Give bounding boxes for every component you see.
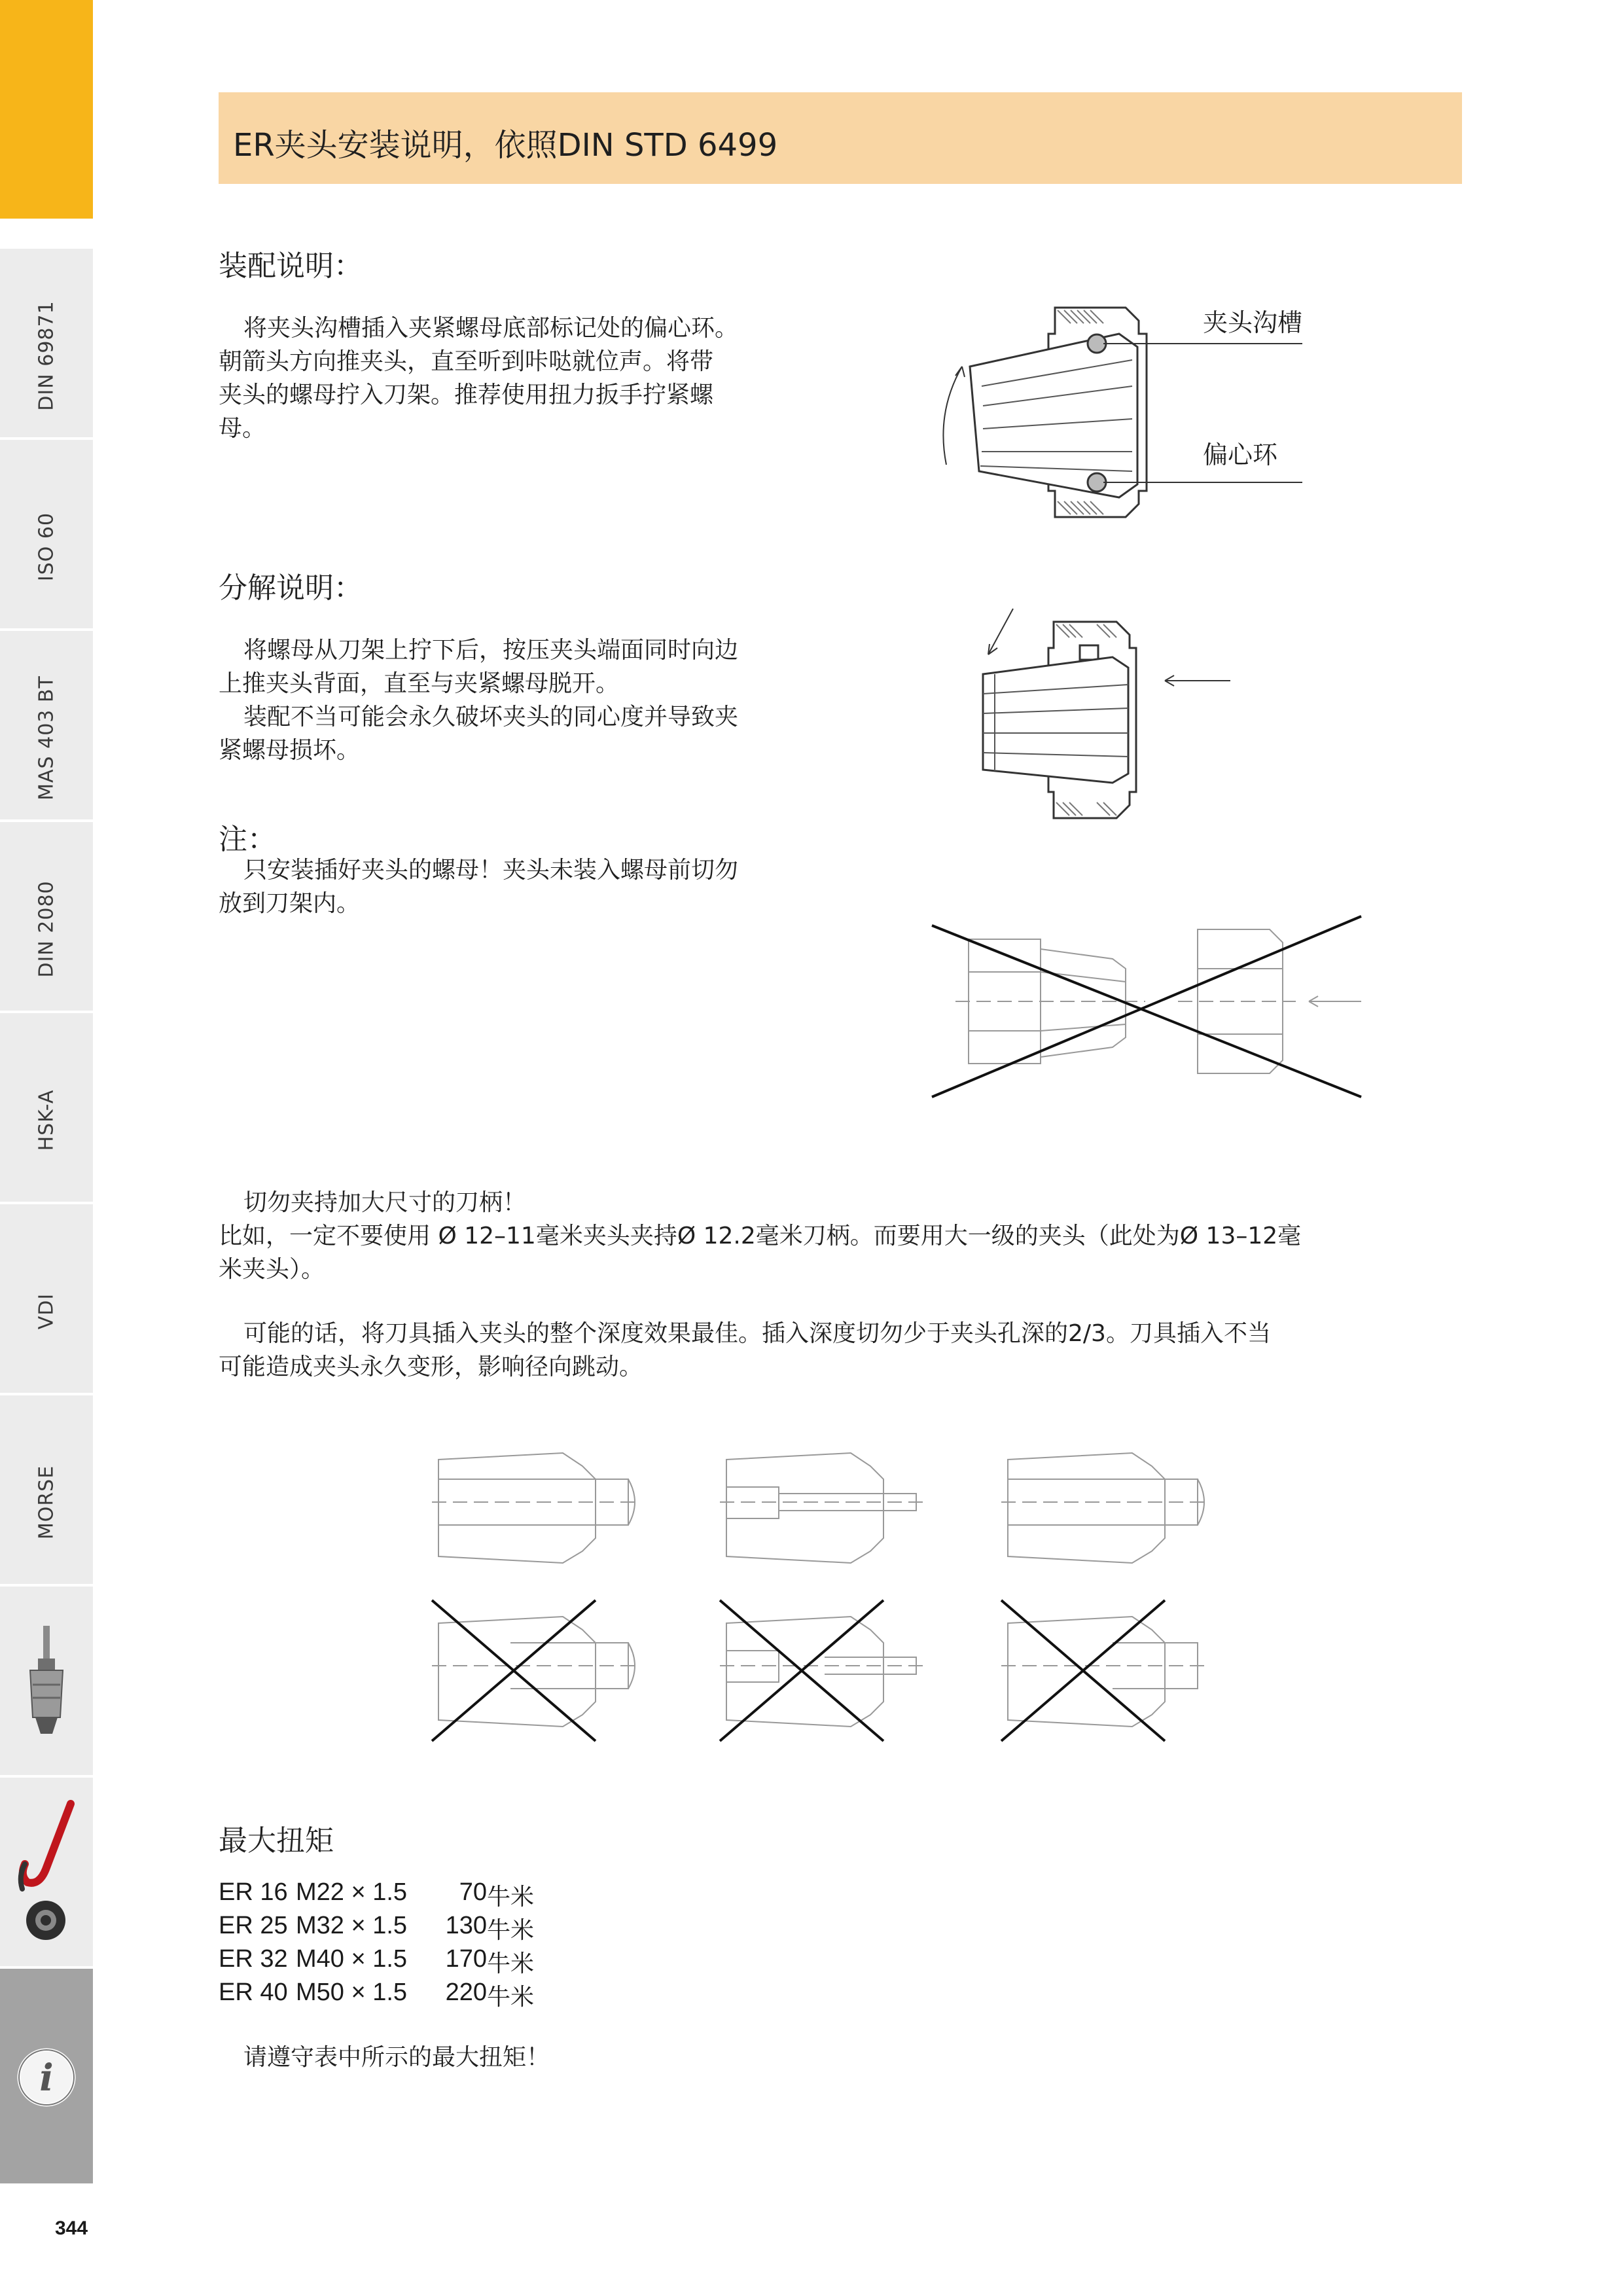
disassembly-line: 装配不当可能会永久破坏夹头的同心度并导致夹: [243, 704, 739, 730]
nut-thread: M22 × 1.5: [296, 1878, 408, 1906]
tab-label: HSK-A: [35, 1089, 58, 1151]
note-text: [219, 853, 860, 920]
tab-label: VDI: [35, 1293, 58, 1330]
wrench-and-nut-icon: [0, 1778, 93, 1969]
torque-unit: 牛米: [487, 1884, 535, 1910]
torque-unit: 牛米: [487, 1917, 535, 1944]
page-number: 344: [55, 2217, 88, 2239]
tab-label: DIN 69871: [35, 300, 58, 411]
tab-vdi[interactable]: [0, 1204, 93, 1395]
tab-label: DIN 2080: [35, 880, 58, 978]
disassembly-heading: 分解说明：: [219, 571, 363, 605]
disassembly-line: 上推夹头背面，直至与夹紧螺母脱开。: [219, 670, 620, 697]
sidebar-tabs: [0, 0, 93, 2186]
svg-text:i: i: [39, 2056, 54, 2100]
assembly-line: 母。: [219, 415, 266, 442]
collet-type: ER 32: [219, 1945, 288, 1973]
torque-heading: 最大扭矩: [219, 1824, 334, 1857]
incorrect-mounting-diagram: [929, 910, 1374, 1106]
torque-value: 220: [445, 1979, 487, 2006]
tab-din-2080[interactable]: [0, 822, 93, 1013]
sidebar-accent-tab[interactable]: [0, 0, 93, 219]
tab-info[interactable]: [0, 1969, 93, 2186]
note-heading: 注：: [219, 823, 276, 856]
nut-thread: M50 × 1.5: [296, 1979, 408, 2006]
tab-iso-60[interactable]: [0, 440, 93, 631]
note-line: 放到刀架内。: [219, 890, 361, 917]
warning-line: 米夹头）。: [219, 1256, 325, 1283]
tab-drill-chuck[interactable]: [0, 1587, 93, 1778]
collet-removal-diagram: [969, 602, 1296, 831]
nut-thread: M32 × 1.5: [296, 1912, 408, 1939]
incorrect-insertion-diagrams: [432, 1597, 1217, 1748]
torque-unit: 牛米: [487, 1984, 535, 2011]
torque-value: 130: [445, 1912, 487, 1939]
tab-label: ISO 60: [35, 512, 58, 582]
info-icon: [0, 1969, 93, 2186]
disassembly-text: [219, 634, 860, 767]
tab-wrench[interactable]: [0, 1778, 93, 1969]
assembly-line: 朝箭头方向推夹头，直至听到咔哒就位声。将带: [219, 348, 714, 375]
warning-line: 比如，一定不要使用 Ø 12–11毫米夹头夹持Ø 12.2毫米刀柄。而要用大一级的夹头（此处为Ø 13–12毫: [219, 1223, 1302, 1249]
tab-mas-403-bt[interactable]: [0, 631, 93, 822]
assembly-heading: 装配说明：: [219, 249, 363, 283]
collet-type: ER 25: [219, 1912, 288, 1939]
tab-label: MAS 403 BT: [35, 675, 58, 800]
tab-din-69871[interactable]: [0, 249, 93, 440]
disassembly-line: 将螺母从刀架上拧下后，按压夹头端面同时向边: [243, 637, 739, 664]
torque-value: 170: [445, 1945, 487, 1973]
depth-note-text: [219, 1317, 1462, 1384]
collet-type: ER 40: [219, 1979, 288, 2006]
collet-type: ER 16: [219, 1878, 288, 1906]
title-bar: [219, 92, 1462, 184]
torque-footnote-text: 请遵守表中所示的最大扭矩！: [243, 2044, 550, 2071]
note-line: 只安装插好夹头的螺母！夹头未装入螺母前切勿: [243, 857, 739, 884]
depth-line: 可能的话，将刀具插入夹头的整个深度效果最佳。插入深度切勿少于夹头孔深的2/3。刀具插入不当: [243, 1320, 1271, 1347]
page-title: ER夹头安装说明，依照DIN STD 6499: [233, 127, 778, 164]
assembly-text: [219, 312, 860, 445]
tab-hsk-a[interactable]: [0, 1013, 93, 1204]
tab-morse[interactable]: [0, 1395, 93, 1587]
callout-eccentric-ring: 偏心环: [1203, 440, 1278, 469]
drill-chuck-icon: [0, 1587, 93, 1778]
torque-unit: 牛米: [487, 1950, 535, 1977]
torque-value: 70: [459, 1878, 487, 1906]
disassembly-line: 紧螺母损坏。: [219, 737, 361, 764]
depth-line: 可能造成夹头永久变形，影响径向跳动。: [219, 1354, 643, 1380]
callout-collet-groove: 夹头沟槽: [1203, 308, 1303, 337]
correct-insertion-diagrams: [432, 1440, 1217, 1577]
oversize-warning-text: [219, 1186, 1462, 1286]
nut-thread: M40 × 1.5: [296, 1945, 408, 1973]
assembly-line: 夹头的螺母拧入刀架。推荐使用扭力扳手拧紧螺: [219, 382, 714, 408]
assembly-line: 将夹头沟槽插入夹紧螺母底部标记处的偏心环。: [243, 315, 739, 342]
tab-label: MORSE: [35, 1465, 58, 1540]
warning-line: 切勿夹持加大尺寸的刀柄！: [243, 1189, 527, 1216]
torque-footnote: [219, 2041, 1004, 2074]
